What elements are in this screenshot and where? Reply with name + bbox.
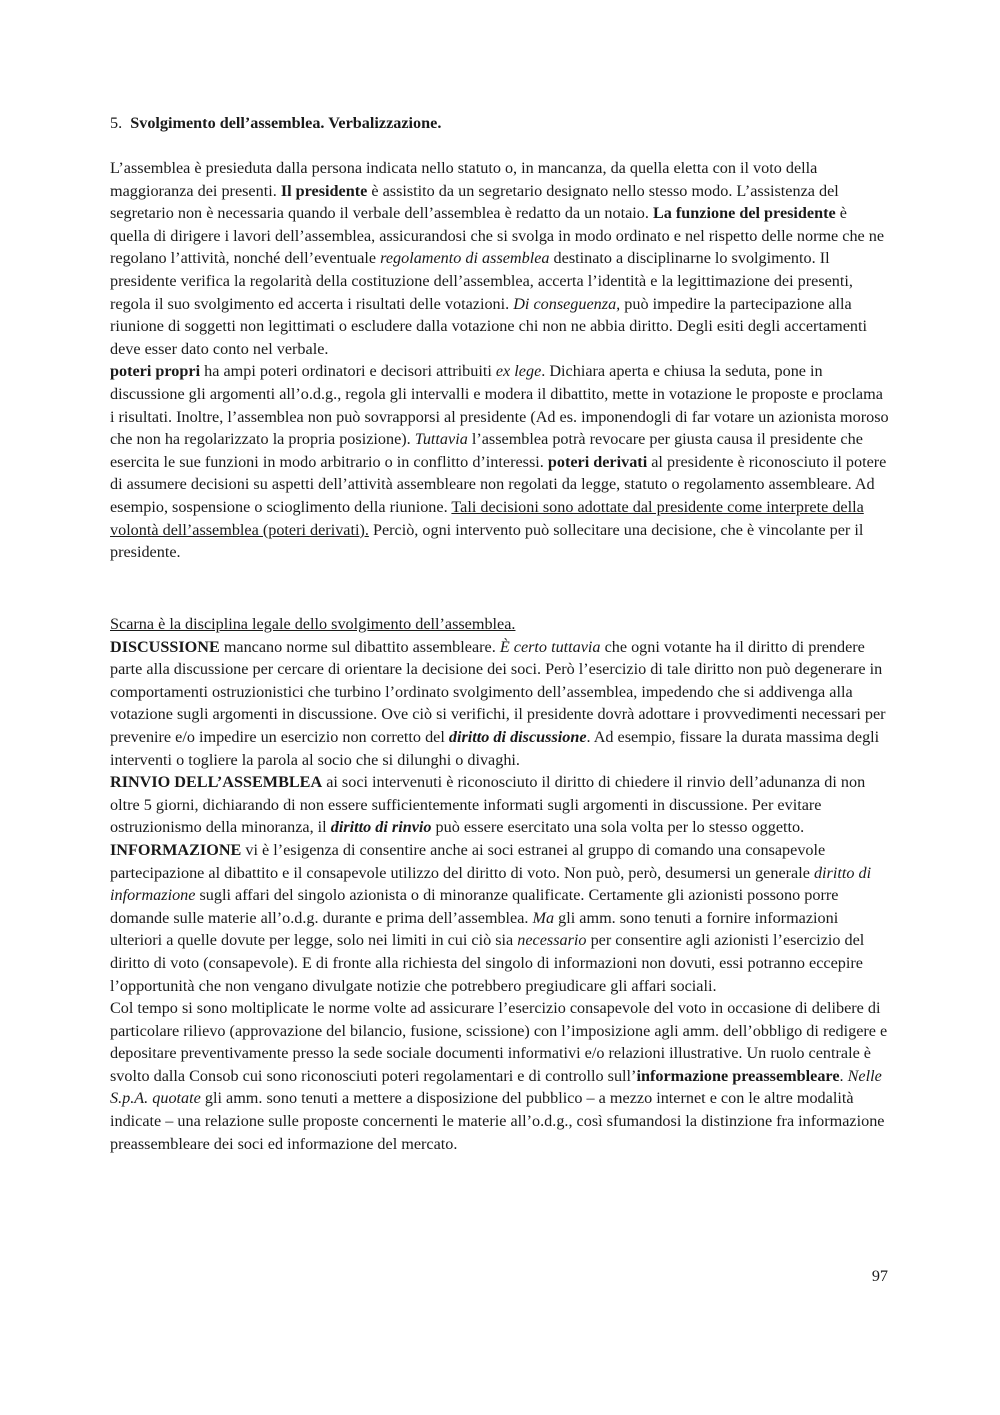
section-heading: [110, 112, 441, 135]
paragraph-informazione: INFORMAZIONE vi è l’esigenza di consentire anche ai soci estranei al gruppo di comando una consapevole partecipazione al dibattito e il consapevole utilizzo del diritto di voto. Non può, però, desumersi un generale diritto di informazione sugli affari del singolo azionista o di minoranze qualificate. Certamente gli azionisti possono porre domande sulle materie all’o.d.g. durante e prima dell’assemblea. Ma gli amm. sono tenuti a fornire informazioni ulteriori a quelle dovute per legge, solo nei limiti in cui ciò sia necessario per consentire agli azionisti l’esercizio del diritto di voto (consapevole). E di fronte alla richiesta del singolo di informazioni non dovuti, essi potranno eccepire l’opportunità che non vengano divulgate notizie che potrebbero pregiudicare gli affari sociali.: [110, 840, 872, 995]
paragraph-informazione-preassembleare: Col tempo si sono moltiplicate le norme volte ad assicurare l’esercizio consapevole del voto in occasione di delibere di particolare rilievo (approvazione del bilancio, fusione, scissione) con l’imposizione agli amm. dell’obbligo di redigere e depositare preventivamente presso la sede sociale documenti informativi e/o relazioni illustrative. Un ruolo centrale è svolto dalla Consob cui sono riconosciuti poteri regolamentari e di controllo sull’informazione preassembleare. Nelle S.p.A. quotate gli amm. sono tenuti a mettere a disposizione del pubblico – a mezzo internet e con le altre modalità indicate – una relazione sulle proposte concernenti le materie all’o.d.g., così sfumandosi la distinzione fra informazione preassembleare dei soci ed informazione del mercato.: [110, 999, 888, 1153]
section-title: Svolgimento dell’assemblea. Verbalizzazione.: [130, 114, 442, 132]
paragraph-presidente: L’assemblea è presieduta dalla persona indicata nello statuto o, in mancanza, da quella eletta con il voto della maggioranza dei presenti. Il presidente è assistito da un segretario designato nello stesso modo. L’assistenza del segretario non è necessaria quando il verbale dell’assemblea è redatto da un notaio. La funzione del presidente è quella di dirigere i lavori dell’assemblea, assicurandosi che si svolga in modo ordinato e nel rispetto delle norme che ne regolano l’attività, nonché dell’eventuale regolamento di assemblea destinato a disciplinarne lo svolgimento. Il presidente verifica la regolarità della costituzione dell’assemblea, accerta l’identità e la legittimazione dei presenti, regola il suo svolgimento ed accerta i risultati delle votazioni. Di conseguenza, può impedire la partecipazione alla riunione di soggetti non legittimati o escludere dalla votazione chi non ne abbia diritto. Degli esiti degli accertamenti deve esser dato conto nel verbale.: [110, 159, 885, 358]
italic-term: Di conseguenza,: [513, 294, 621, 313]
paragraph-poteri: poteri propri ha ampi poteri ordinatori e decisori attribuiti ex lege. Dichiara aperta e chiusa la seduta, pone in discussione gli argomenti all’o.d.g., regola gli intervalli e modera il dibattito, mette in votazione le proposte e proclama i risultati. Inoltre, l’assemblea non può sovrapporsi al presidente (Ad es. imponendogli di far votare un azionista moroso che non ha regolarizzato la propria posizione). Tuttavia l’assemblea potrà revocare per giusta causa il presidente che esercita le sue funzioni in modo arbitrario o in conflitto d’interessi. poteri derivati al presidente è riconosciuto il potere di assumere decisioni su aspetti dell’attività assembleare non regolati da legge, statuto o regolamento assembleare. Ad esempio, sospensione o scioglimento della riunione. Tali decisioni sono adottate dal presidente come interprete della volontà dell’assemblea (poteri derivati). Perciò, ogni intervento può sollecitare una decisione, che è vincolante per il presidente.: [110, 362, 889, 562]
italic-term: ex lege: [495, 362, 542, 381]
italic-term: diritto di informazione: [110, 863, 872, 905]
paragraph-discussione: DISCUSSIONE mancano norme sul dibattito assembleare. È certo tuttavia che ogni votante ha il diritto di prendere parte alla discussione per cercare di orientare la decisione dei soci. Però l’esercizio di tale diritto non può degenerare in comportamenti ostruzionistici che turbino l’ordinato svolgimento dell’assemblea, impedendo che si addivenga alla votazione sugli argomenti in discussione. Ove ciò si verifichi, il presidente dovrà adottare i provvedimenti necessari per prevenire e/o impedire un esercizio non corretto del diritto di discussione. Ad esempio, fissare la durata massima degli interventi o togliere la parola al socio che si dilunghi o divaghi.: [110, 637, 886, 769]
bold-term: La funzione del presidente: [652, 204, 836, 223]
bold-italic-term: diritto di discussione: [448, 727, 587, 746]
bold-term: poteri derivati: [547, 452, 648, 471]
section-label: INFORMAZIONE: [110, 840, 242, 859]
italic-term: regolamento di assemblea: [380, 249, 550, 268]
italic-term: È certo tuttavia: [499, 637, 601, 656]
bold-term: poteri propri: [110, 362, 201, 381]
italic-term: necessario: [517, 931, 587, 950]
bold-term: Il presidente: [280, 181, 368, 200]
italic-term: Ma: [532, 908, 555, 927]
section-number: 5.: [110, 114, 123, 132]
bold-term: informazione preassembleare: [636, 1066, 840, 1085]
underlined-text: Tali decisioni sono adottate dal presidente come interprete della volontà dell’assemblea (poteri derivati).: [110, 497, 864, 539]
page-number: 97: [871, 1267, 888, 1285]
body-block-2: [110, 613, 890, 1155]
italic-term: Nelle S.p.A. quotate: [110, 1066, 882, 1108]
section-label: DISCUSSIONE: [110, 637, 220, 656]
bold-italic-term: diritto di rinvio: [330, 818, 432, 837]
subheading-underlined: Scarna è la disciplina legale dello svolgimento dell’assemblea.: [110, 615, 516, 633]
body-block-1: [110, 157, 890, 564]
paragraph-rinvio: RINVIO DELL’ASSEMBLEA ai soci intervenuti è riconosciuto il diritto di chiedere il rinvio dell’adunanza di non oltre 5 giorni, dichiarando di non essere sufficientemente informati sugli argomenti in discussione. Per evitare ostruzionismo della minoranza, il diritto di rinvio può essere esercitato una sola volta per lo stesso oggetto.: [110, 773, 866, 837]
section-label: RINVIO DELL’ASSEMBLEA: [110, 773, 323, 792]
italic-term: Tuttavia: [414, 430, 468, 449]
